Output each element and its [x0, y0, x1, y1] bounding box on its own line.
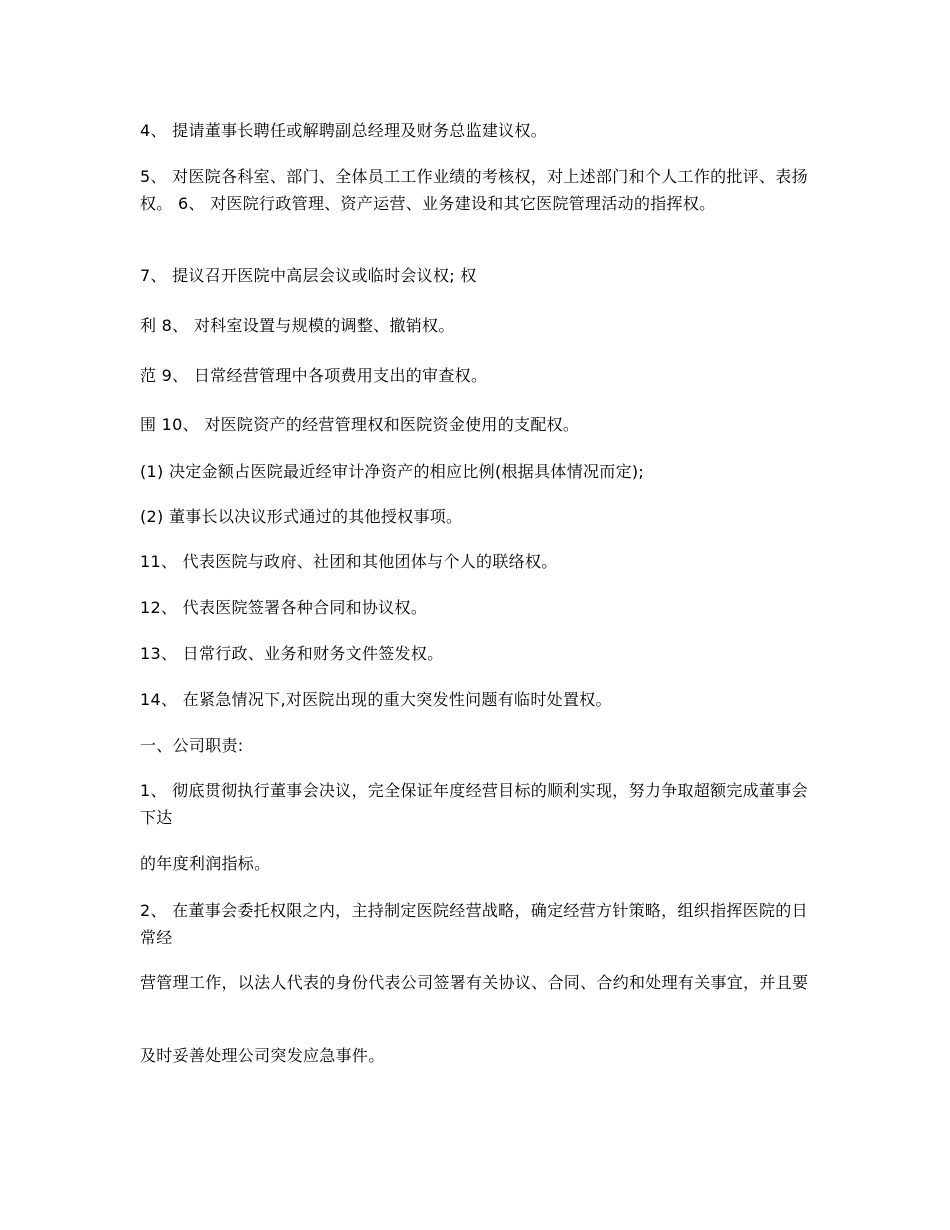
paragraph-item-10: 围 10、 对医院资产的经营管理权和医院资金使用的支配权。 — [140, 415, 580, 434]
paragraph-item-7: 7、 提议召开医院中高层会议或临时会议权; 权 — [140, 266, 477, 285]
duty-item-2-end: 及时妥善处理公司突发应急事件。 — [140, 1046, 385, 1065]
paragraph-item-14: 14、 在紧急情况下,对医院出现的重大突发性问题有临时处置权。 — [140, 690, 612, 709]
duty-item-1-continued: 的年度利润指标。 — [140, 854, 271, 873]
paragraph-item-13: 13、 日常行政、业务和财务文件签发权。 — [140, 644, 444, 663]
paragraph-item-9: 范 9、 日常经营管理中各项费用支出的审查权。 — [140, 366, 488, 385]
paragraph-item-8: 利 8、 对科室设置与规模的调整、撤销权。 — [140, 316, 455, 335]
paragraph-item-12: 12、 代表医院签署各种合同和协议权。 — [140, 598, 428, 617]
duty-item-1: 1、 彻底贯彻执行董事会决议，完全保证年度经营目标的顺利实现，努力争取超额完成董事会下达 — [140, 781, 808, 827]
paragraph-item-5-6: 5、 对医院各科室、部门、全体员工工作业绩的考核权，对上述部门和个人工作的批评、表扬权。 6、 对医院行政管理、资产运营、业务建设和其它医院管理活动的指挥权。 — [140, 167, 808, 213]
section-heading: 一、公司职责: — [140, 736, 244, 755]
paragraph-subitem-2: (2) 董事长以决议形式通过的其他授权事项。 — [140, 507, 463, 526]
duty-item-2-continued: 营管理工作，以法人代表的身份代表公司签署有关协议、合同、合约和处理有关事宜，并且要 — [140, 973, 809, 992]
paragraph-item-4: 4、 提请董事长聘任或解聘副总经理及财务总监建议权。 — [140, 121, 548, 140]
duty-item-2: 2、 在董事会委托权限之内，主持制定医院经营战略，确定经营方针策略，组织指挥医院的日常经 — [140, 901, 808, 947]
paragraph-item-11: 11、 代表医院与政府、社团和其他团体与个人的联络权。 — [140, 552, 558, 571]
paragraph-subitem-1: (1) 决定金额占医院最近经审计净资产的相应比例(根据具体情况而定); — [140, 462, 645, 481]
